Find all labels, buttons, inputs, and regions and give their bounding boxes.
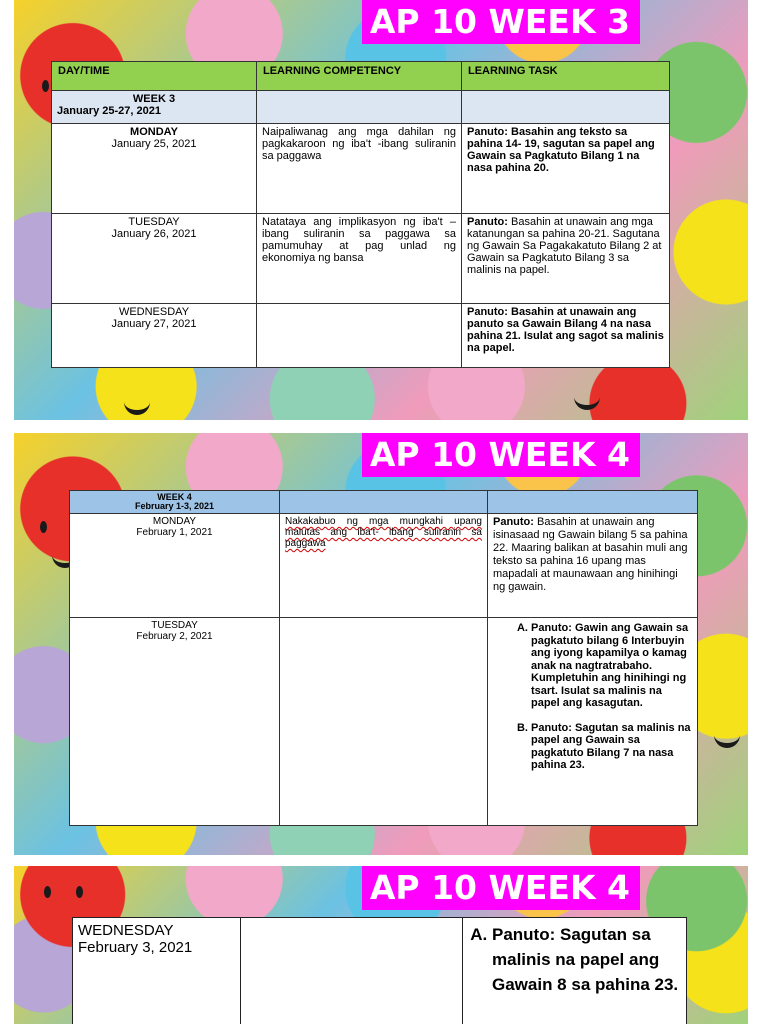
section-title: AP 10 WEEK 4 — [362, 433, 640, 477]
day-label: MONDAY — [130, 126, 178, 138]
week-dates: February 1-3, 2021 — [134, 501, 215, 511]
day-label: TUESDAY — [151, 620, 198, 631]
competency-cell: Natataya ang implikasyon ng iba't – ibang suliranin sa paggawa sa pamumuhay at pag unlad ng ekonomiya ng bansa — [257, 214, 462, 304]
section-title: AP 10 WEEK 4 — [362, 866, 640, 910]
empty-cell — [462, 91, 670, 124]
week-label: WEEK 4 — [157, 492, 192, 502]
day-label: WEDNESDAY — [78, 922, 174, 939]
day-cell — [73, 918, 241, 1024]
empty-cell — [488, 491, 698, 514]
header-day-time: DAY/TIME — [52, 62, 257, 91]
table-row — [52, 214, 670, 304]
smiley-eye-decoration — [76, 886, 83, 898]
task-list — [493, 622, 692, 772]
day-cell — [52, 124, 257, 214]
smiley-eye-decoration — [44, 886, 51, 898]
week-label: WEEK 3 — [132, 93, 176, 105]
header-learning-task: LEARNING TASK — [462, 62, 670, 91]
week4-panel — [14, 433, 748, 855]
day-date: January 25, 2021 — [111, 138, 197, 150]
task-cell — [488, 618, 698, 826]
task-prefix: Panuto: — [467, 216, 508, 228]
empty-cell — [280, 491, 488, 514]
week-row — [70, 491, 698, 514]
task-cell — [463, 918, 687, 1024]
day-date: February 1, 2021 — [136, 527, 213, 538]
week4-schedule-table — [69, 490, 698, 826]
section-title: AP 10 WEEK 3 — [362, 0, 640, 44]
table-row — [52, 124, 670, 214]
smiley-eye-decoration — [42, 80, 49, 92]
smiley-eye-decoration — [40, 521, 47, 533]
header-learning-competency: LEARNING COMPETENCY — [257, 62, 462, 91]
week3-schedule-table — [51, 61, 670, 368]
day-label: MONDAY — [152, 516, 197, 527]
competency-cell — [280, 514, 488, 618]
task-item: B. Panuto: Sagutan sa malinis na papel ang Gawain sa pagkatuto Bilang 7 na nasa pahina 23. — [531, 722, 692, 772]
task-text: Basahin at unawain ang isinasaad ng Gawain bilang 5 sa pahina 22. Maaring balikan at basahin muli ang teksto sa pahina 16 upang mas mapadali at maunawaan ang hinihingi ng gawain. — [493, 516, 688, 593]
table-row — [52, 304, 670, 368]
competency-cell: Naipaliwanag ang mga dahilan ng pagkakaroon ng iba't -ibang suliranin sa paggawa — [257, 124, 462, 214]
day-date: February 2, 2021 — [136, 631, 213, 642]
task-text: Basahin at unawain ang mga katanungan sa pahina 20-21. Sagutana ng Gawain Sa Pagakakatuto Bilang 2 at Gawain sa Pagkatuto Bilang 3 sa malinis na papel. — [467, 216, 662, 276]
task-item: A. Panuto: Sagutan sa malinis na papel ang Gawain 8 sa pahina 23. — [492, 922, 681, 997]
day-date: January 26, 2021 — [111, 228, 197, 240]
smiley-mouth-decoration — [574, 395, 600, 410]
smiley-mouth-decoration — [714, 733, 740, 748]
table-row — [73, 918, 687, 1024]
day-date: February 3, 2021 — [78, 939, 193, 956]
task-list — [468, 922, 681, 997]
day-cell — [70, 514, 280, 618]
day-cell — [70, 618, 280, 826]
week-dates: January 25-27, 2021 — [57, 105, 161, 117]
day-cell — [52, 304, 257, 368]
day-date: January 27, 2021 — [111, 318, 197, 330]
day-cell — [52, 214, 257, 304]
empty-cell — [257, 91, 462, 124]
week-cell — [52, 91, 257, 124]
week4-continued-table — [72, 917, 687, 1024]
task-cell — [462, 214, 670, 304]
table-header-row — [52, 62, 670, 91]
task-cell: Panuto: Basahin ang teksto sa pahina 14- 19, sagutan sa papel ang Gawain sa Pagkatuto Bilang 1 na nasa pahina 20. — [462, 124, 670, 214]
competency-text: Nakakabuo ng mga mungkahi upang malutas ang iba't- ibang suliranin sa paggawa — [285, 516, 482, 549]
day-label: WEDNESDAY — [118, 306, 190, 318]
week3-panel — [14, 0, 748, 420]
table-row — [70, 618, 698, 826]
competency-cell — [241, 918, 463, 1024]
week-row — [52, 91, 670, 124]
task-cell — [488, 514, 698, 618]
week-cell — [70, 491, 280, 514]
competency-cell — [280, 618, 488, 826]
task-cell: Panuto: Basahin at unawain ang panuto sa Gawain Bilang 4 na nasa pahina 21. Isulat ang sagot sa malinis na papel. — [462, 304, 670, 368]
task-item: A. Panuto: Gawin ang Gawain sa pagkatuto bilang 6 Interbuyin ang iyong kapamilya o kamag anak na nagtratrabaho. Kumpletuhin ang hinihingi ng tsart. Isulat sa malinis na papel ang kasagutan. — [531, 622, 692, 710]
week4-continued-panel — [14, 866, 748, 1024]
day-label: TUESDAY — [128, 216, 180, 228]
task-prefix: Panuto: — [493, 516, 534, 528]
smiley-mouth-decoration — [124, 400, 150, 415]
competency-cell — [257, 304, 462, 368]
table-row — [70, 514, 698, 618]
